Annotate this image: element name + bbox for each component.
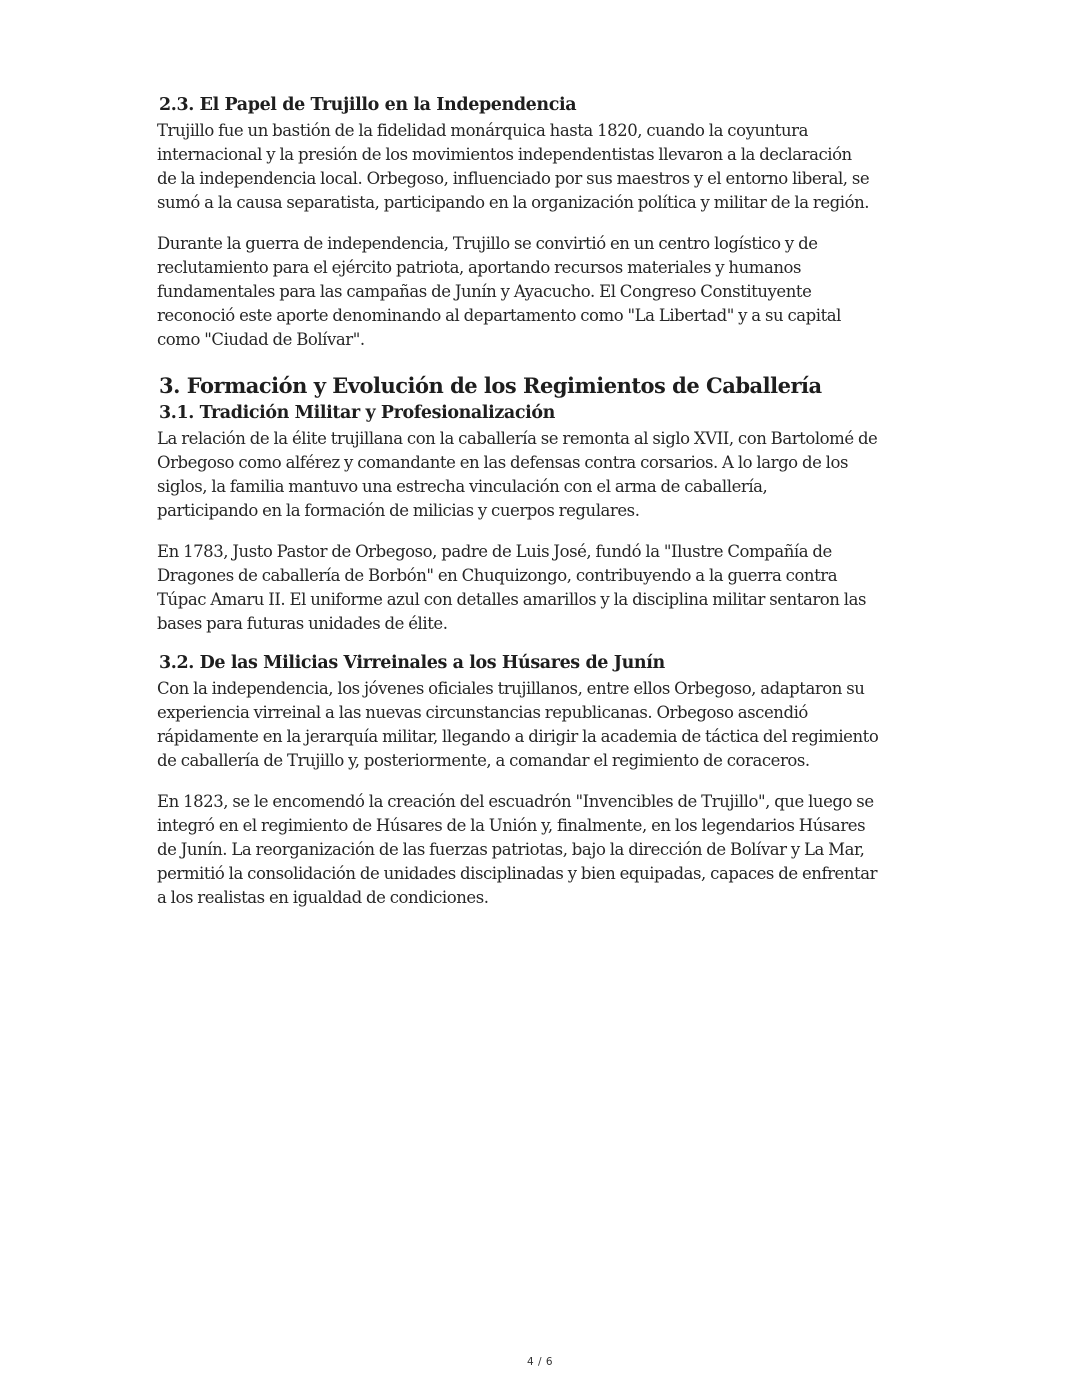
text-line: Con la independencia, los jóvenes oficiales trujillanos, entre ellos Orbegoso, adaptaron su bbox=[157, 679, 865, 698]
paragraph-3-2-2 bbox=[157, 790, 937, 910]
document-page bbox=[157, 92, 937, 910]
paragraph-2-3-2 bbox=[157, 232, 937, 352]
text-line: permitió la consolidación de unidades disciplinadas y bien equipadas, capaces de enfrentar bbox=[157, 864, 878, 883]
text-line: participando en la formación de milicias y cuerpos regulares. bbox=[157, 501, 640, 520]
text-line: experiencia virreinal a las nuevas circunstancias republicanas. Orbegoso ascendió bbox=[157, 703, 808, 722]
text-line: Túpac Amaru II. El uniforme azul con detalles amarillos y la disciplina militar sentaron las bbox=[157, 590, 866, 609]
subsection-heading-2-3: 2.3. El Papel de Trujillo en la Independencia bbox=[159, 95, 577, 115]
text-line: a los realistas en igualdad de condiciones. bbox=[157, 888, 489, 907]
text-line: rápidamente en la jerarquía militar, llegando a dirigir la academia de táctica del regimiento bbox=[157, 727, 879, 746]
text-line: reconoció este aporte denominando al departamento como "La Libertad" y a su capital bbox=[157, 306, 841, 325]
text-line: como "Ciudad de Bolívar". bbox=[157, 330, 365, 349]
text-line: siglos, la familia mantuvo una estrecha vinculación con el arma de caballería, bbox=[157, 477, 768, 496]
paragraph-3-1-1 bbox=[157, 427, 937, 523]
text-line: fundamentales para las campañas de Junín y Ayacucho. El Congreso Constituyente bbox=[157, 282, 812, 301]
text-line: En 1783, Justo Pastor de Orbegoso, padre de Luis José, fundó la "Ilustre Compañía de bbox=[157, 542, 832, 561]
text-line: Orbegoso como alférez y comandante en las defensas contra corsarios. A lo largo de los bbox=[157, 453, 849, 472]
text-line: integró en el regimiento de Húsares de la Unión y, finalmente, en los legendarios Húsares bbox=[157, 816, 866, 835]
section-heading-3: 3. Formación y Evolución de los Regimientos de Caballería bbox=[159, 373, 822, 398]
subsection-heading-3-1: 3.1. Tradición Militar y Profesionalización bbox=[159, 403, 555, 423]
paragraph-3-1-2 bbox=[157, 540, 937, 636]
paragraph-3-2-1 bbox=[157, 677, 937, 773]
text-line: internacional y la presión de los movimientos independentistas llevaron a la declaración bbox=[157, 145, 852, 164]
text-line: sumó a la causa separatista, participando en la organización política y militar de la región. bbox=[157, 193, 870, 212]
text-line: bases para futuras unidades de élite. bbox=[157, 614, 448, 633]
page-number-footer: 4 / 6 bbox=[526, 1356, 554, 1368]
subsection-heading-3-2: 3.2. De las Milicias Virreinales a los Húsares de Junín bbox=[159, 653, 665, 673]
text-line: Trujillo fue un bastión de la fidelidad monárquica hasta 1820, cuando la coyuntura bbox=[157, 121, 808, 140]
text-line: En 1823, se le encomendó la creación del escuadrón "Invencibles de Trujillo", que luego se bbox=[157, 792, 874, 811]
paragraph-2-3-1 bbox=[157, 119, 937, 215]
text-line: de caballería de Trujillo y, posteriormente, a comandar el regimiento de coraceros. bbox=[157, 751, 810, 770]
text-line: Dragones de caballería de Borbón" en Chuquizongo, contribuyendo a la guerra contra bbox=[157, 566, 838, 585]
text-line: La relación de la élite trujillana con la caballería se remonta al siglo XVII, con Bartolomé de bbox=[157, 429, 878, 448]
text-line: reclutamiento para el ejército patriota, aportando recursos materiales y humanos bbox=[157, 258, 802, 277]
text-line: de Junín. La reorganización de las fuerzas patriotas, bajo la dirección de Bolívar y La Mar, bbox=[157, 840, 865, 859]
text-line: Durante la guerra de independencia, Trujillo se convirtió en un centro logístico y de bbox=[157, 234, 818, 253]
text-line: de la independencia local. Orbegoso, influenciado por sus maestros y el entorno liberal, se bbox=[157, 169, 870, 188]
